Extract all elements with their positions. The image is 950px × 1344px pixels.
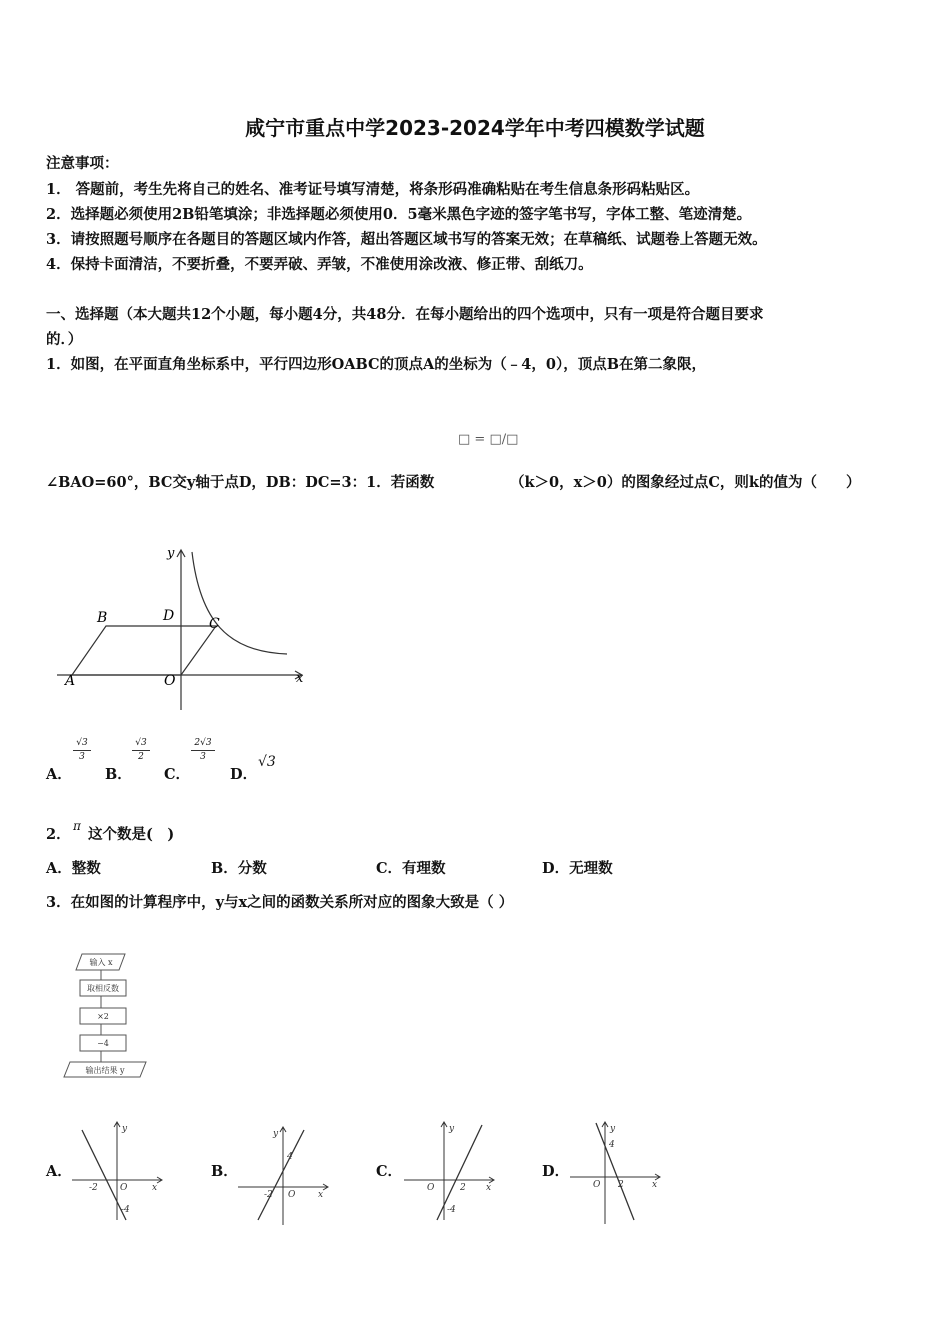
q2-option-a[interactable]: A．整数: [46, 860, 101, 877]
graph-a-label-neg4: -4: [121, 1205, 130, 1215]
q1-option-d-value[interactable]: √3: [258, 754, 276, 770]
graph-a-label-y: y: [122, 1124, 128, 1134]
graph-d-line: [596, 1123, 634, 1220]
page-title: 咸宁市重点中学2023-2024学年中考四模数学试题: [245, 116, 705, 140]
q2-number: 2．: [46, 826, 71, 843]
graph-b-label-4: 4: [287, 1152, 293, 1162]
graph-d-label-y: y: [610, 1124, 616, 1134]
flow-times-label: ×2: [97, 1012, 109, 1021]
flow-negate-label: 取相反数: [87, 984, 119, 993]
fig1-label-x: x: [296, 671, 304, 686]
q1-option-c-letter[interactable]: C．: [164, 766, 191, 783]
q1-option-d-letter[interactable]: D．: [230, 766, 258, 783]
q1-option-a-letter[interactable]: A．: [46, 766, 72, 783]
fig1-label-c: C: [209, 616, 220, 632]
notice-item-3: 3．请按照题号顺序在各题目的答题区域内作答，超出答题区域书写的答案无效；在草稿纸、试题卷上答题无效。: [46, 231, 767, 248]
q1-option-c-den: 3: [200, 752, 206, 762]
q2-option-c[interactable]: C．有理数: [376, 860, 446, 877]
parallelogram-oabc: [72, 626, 216, 675]
graph-c-label-neg4: -4: [447, 1205, 456, 1215]
q2-stem: 这个数是( ): [88, 826, 175, 843]
q1-option-a-value[interactable]: [73, 738, 91, 763]
q1-option-c-value[interactable]: [191, 738, 215, 763]
q1-option-c-num: 2√3: [194, 738, 212, 748]
q2-option-b[interactable]: B．分数: [211, 860, 267, 877]
graph-b-label-y: y: [273, 1129, 279, 1139]
graph-d-label-2: 2: [618, 1180, 624, 1190]
fig1-label-a: A: [65, 673, 76, 689]
graph-d-label-o: O: [593, 1180, 601, 1190]
q3-option-c-graph[interactable]: [402, 1120, 502, 1225]
graph-c-label-y: y: [449, 1124, 455, 1134]
section-heading-line1: 一、选择题（本大题共12个小题，每小题4分，共48分．在每小题给出的四个选项中，只有一项是符合题目要求: [46, 306, 764, 323]
q3-option-a-letter[interactable]: A．: [46, 1163, 72, 1180]
q1-option-a-den: 3: [79, 752, 85, 762]
flow-minus-label: −4: [97, 1039, 109, 1048]
q1-stem-line1: 1．如图，在平面直角坐标系中，平行四边形OABC的顶点A的坐标为（﹣4，0），顶点B在第二象限，: [46, 356, 706, 373]
notice-heading: 注意事项：: [46, 155, 119, 172]
q3-option-c-letter[interactable]: C．: [376, 1163, 403, 1180]
graph-b-label-x: x: [318, 1190, 324, 1200]
q1-figure: [52, 540, 312, 715]
q1-option-b-den: 2: [138, 752, 144, 762]
q1-option-a-num: √3: [76, 738, 88, 748]
q3-option-a-graph[interactable]: [70, 1120, 170, 1225]
graph-c-label-o: O: [427, 1183, 435, 1193]
fig1-label-d: D: [163, 608, 175, 624]
q3-option-b-graph[interactable]: [236, 1125, 336, 1230]
q3-option-d-letter[interactable]: D．: [542, 1163, 570, 1180]
fig1-label-b: B: [97, 610, 108, 626]
q1-formula: □ = □/□: [458, 432, 519, 447]
q3-option-d-graph[interactable]: [568, 1120, 668, 1225]
graph-b-line: [258, 1130, 304, 1220]
q2-pi-symbol: π: [73, 819, 81, 833]
q1-option-b-num: √3: [135, 738, 147, 748]
q3-option-b-letter[interactable]: B．: [211, 1163, 238, 1180]
graph-c-label-x: x: [486, 1183, 492, 1193]
graph-d-label-x: x: [652, 1180, 658, 1190]
q1-option-b-letter[interactable]: B．: [105, 766, 132, 783]
flow-output-label: 输出结果 y: [85, 1066, 125, 1075]
graph-c-label-2: 2: [460, 1183, 466, 1193]
fig1-label-y: y: [167, 546, 175, 561]
graph-b-label-neg2: -2: [264, 1190, 273, 1200]
graph-d-label-4: 4: [609, 1140, 615, 1150]
graph-a-line: [82, 1130, 126, 1220]
notice-item-2: 2．选择题必须使用2B铅笔填涂；非选择题必须使用0．5毫米黑色字迹的签字笔书写，字体工整、笔迹清楚。: [46, 206, 752, 223]
flow-input-label: 输入 x: [89, 958, 113, 967]
notice-item-4: 4．保持卡面清洁，不要折叠，不要弄破、弄皱，不准使用涂改液、修正带、刮纸刀。: [46, 256, 593, 273]
notice-item-1: 1． 答题前，考生先将自己的姓名、准考证号填写清楚，将条形码准确粘贴在考生信息条形码粘贴区。: [46, 181, 700, 198]
q3-stem: 3．在如图的计算程序中，y与x之间的函数关系所对应的图象大致是（ ）: [46, 894, 514, 911]
graph-b-label-o: O: [288, 1190, 296, 1200]
graph-a-label-x: x: [152, 1183, 158, 1193]
q3-flowchart: [58, 950, 153, 1082]
graph-a-label-neg2: -2: [89, 1183, 98, 1193]
section-heading-line2: 的．）: [46, 331, 83, 348]
graph-a-label-o: O: [120, 1183, 128, 1193]
q1-option-b-value[interactable]: [132, 738, 150, 763]
q1-stem-line2b: （k＞0，x＞0）的图象经过点C，则k的值为（ ）: [510, 474, 861, 491]
q1-stem-line2a: ∠BAO=60°，BC交y轴于点D，DB：DC=3：1．若函数: [46, 474, 435, 491]
fig1-label-o: O: [164, 673, 176, 689]
q2-option-d[interactable]: D．无理数: [542, 860, 613, 877]
